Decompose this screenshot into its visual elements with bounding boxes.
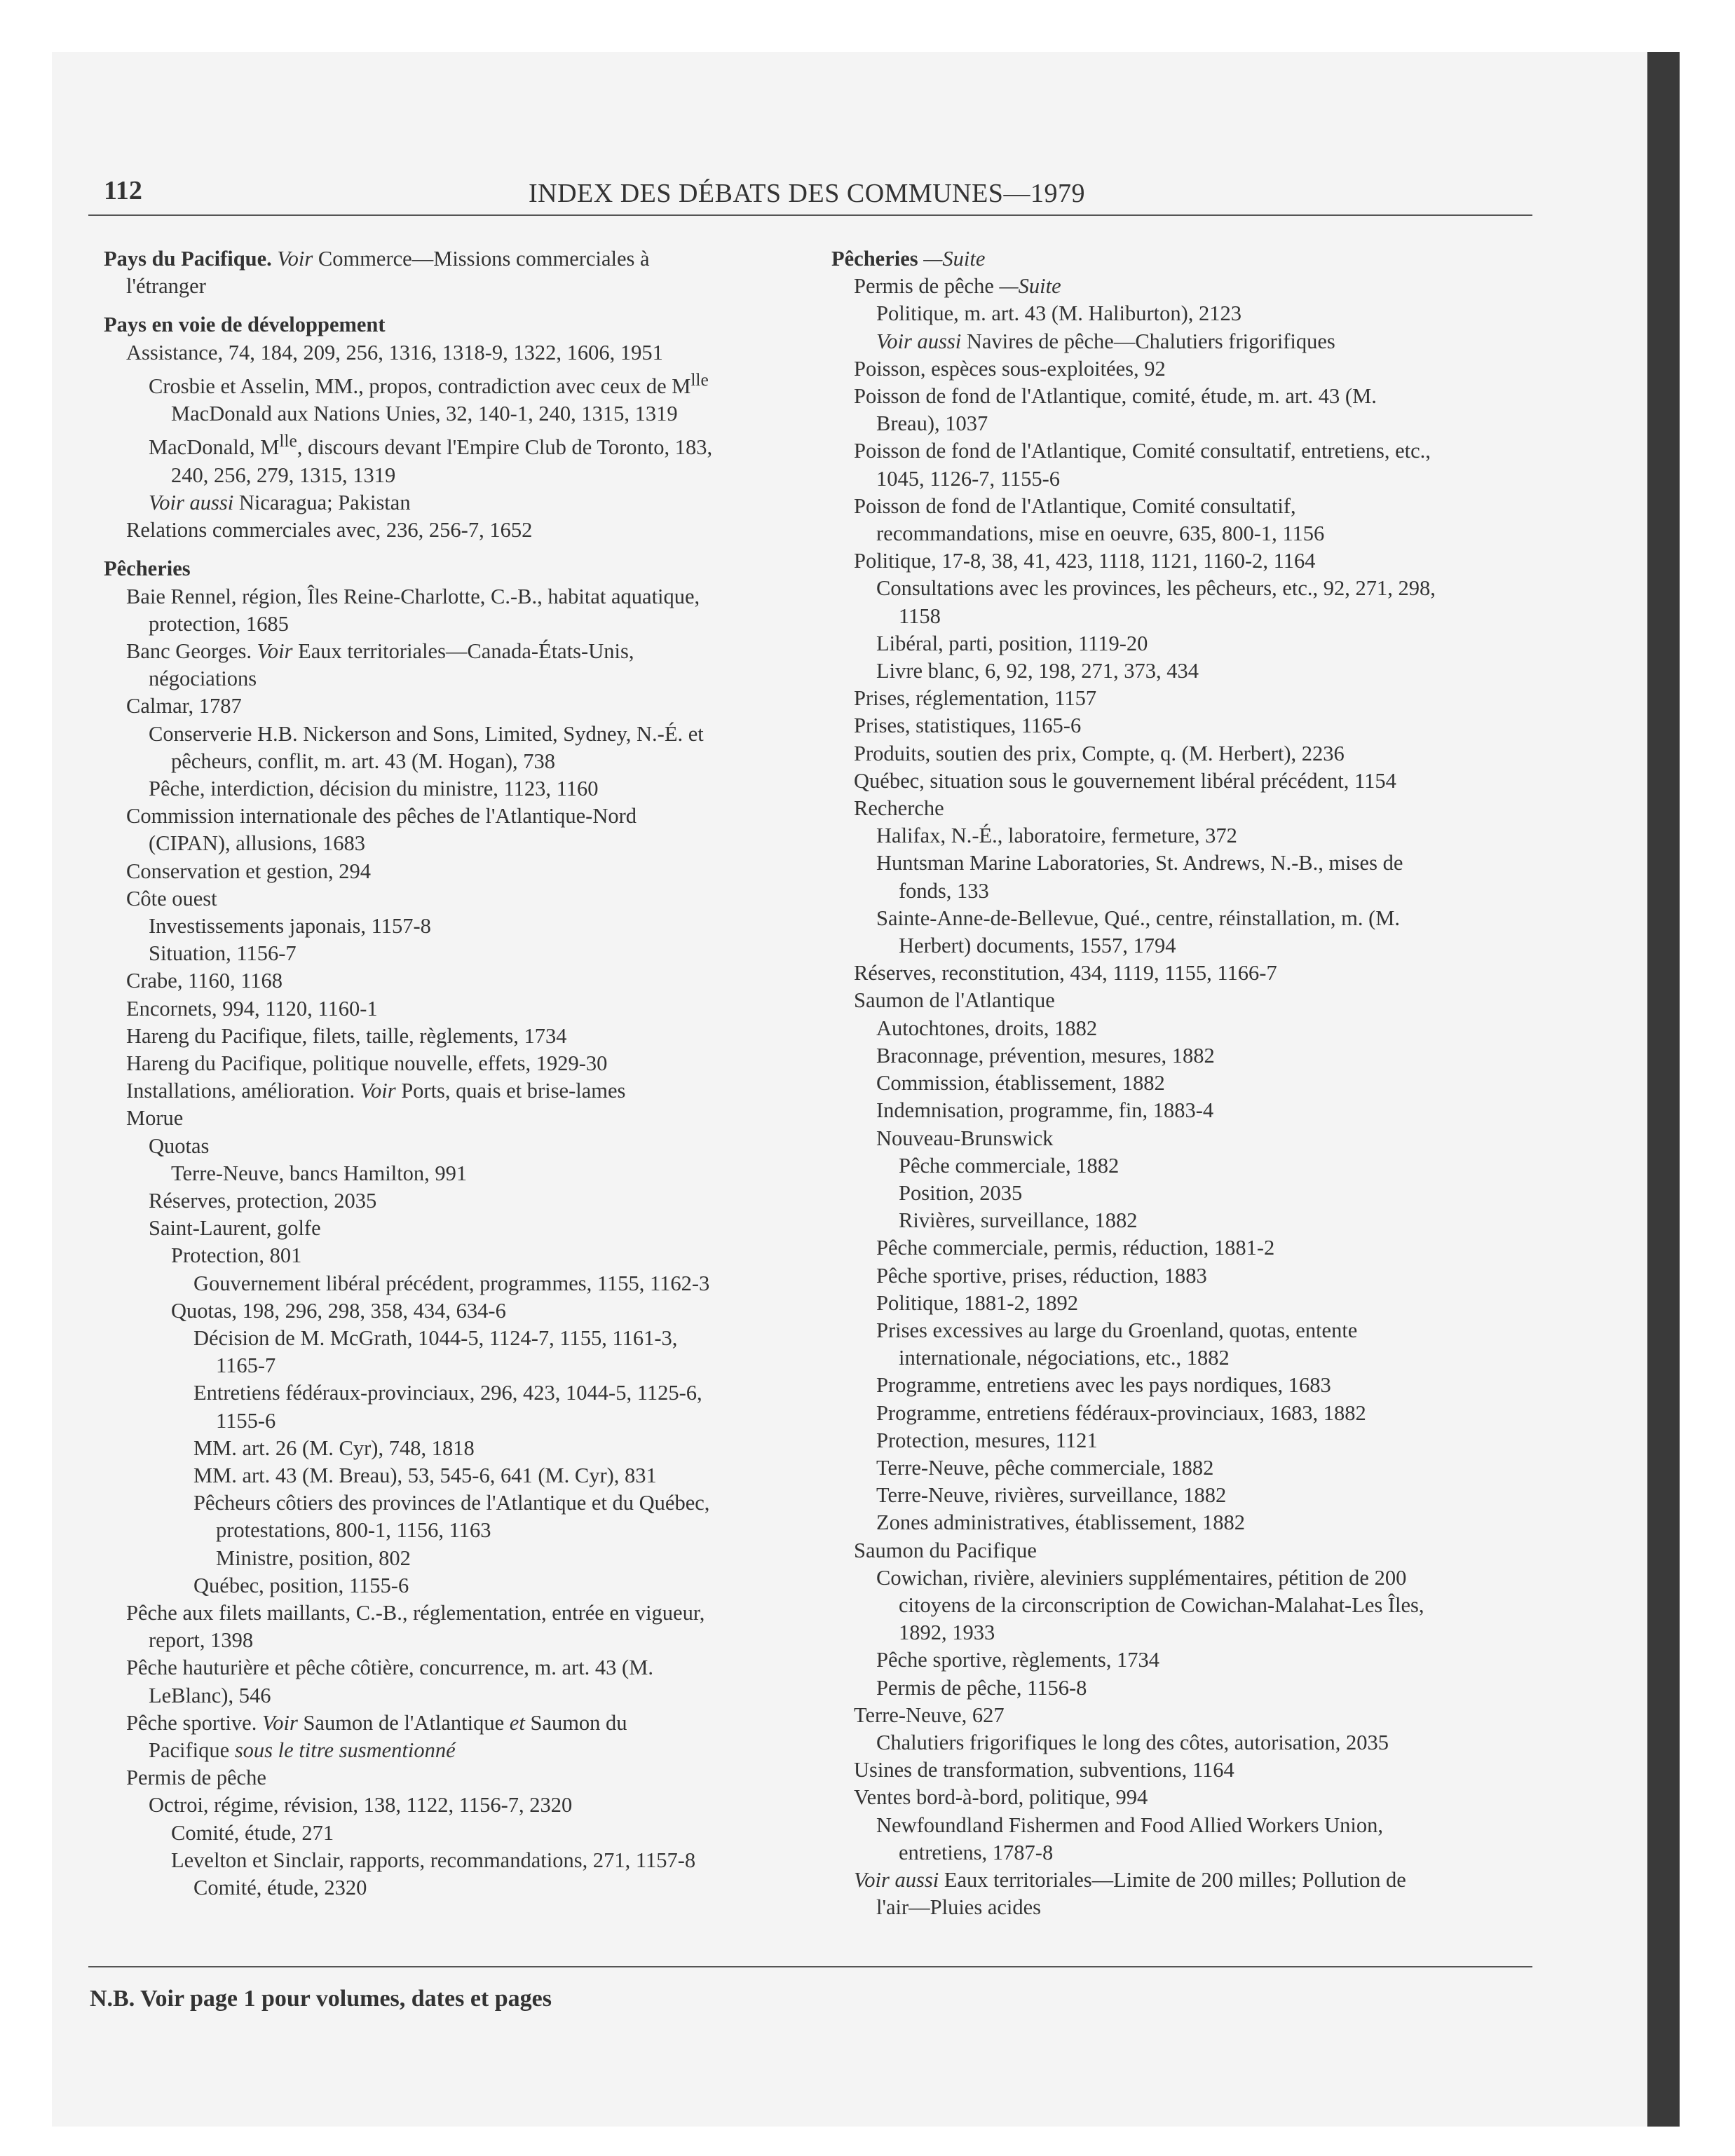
index-entry-continuation: citoyens de la circonscription de Cowichan-Malahat-Les Îles, bbox=[899, 1592, 1424, 1617]
index-entry: Zones administratives, établissement, 1882 bbox=[876, 1510, 1246, 1535]
index-entry: Octroi, régime, révision, 138, 1122, 1156-7, 2320 bbox=[149, 1793, 573, 1817]
index-entry-continuation: report, 1398 bbox=[149, 1628, 254, 1653]
index-entry: Ventes bord-à-bord, politique, 994 bbox=[854, 1785, 1148, 1810]
index-entry: Saumon du Pacifique bbox=[854, 1538, 1037, 1562]
index-entry: Pêche commerciale, 1882 bbox=[899, 1153, 1120, 1178]
index-entry: MM. art. 26 (M. Cyr), 748, 1818 bbox=[193, 1435, 475, 1460]
index-entry: Pêcheries —Suite bbox=[831, 247, 986, 271]
index-entry: Pêcheries bbox=[104, 557, 191, 581]
index-entry: Nouveau-Brunswick bbox=[876, 1126, 1054, 1150]
index-entry: Crosbie et Asselin, MM., propos, contradiction avec ceux de $M^{lle}$ bbox=[149, 369, 709, 398]
index-entry: Saint-Laurent, golfe bbox=[149, 1216, 321, 1241]
index-entry-continuation: 1158 bbox=[899, 603, 941, 628]
index-entry: Terre-Neuve, bancs Hamilton, 991 bbox=[171, 1161, 468, 1185]
index-entry: Autochtones, droits, 1882 bbox=[876, 1016, 1098, 1040]
index-entry: Commission, établissement, 1882 bbox=[876, 1071, 1165, 1096]
index-entry: Livre blanc, 6, 92, 198, 271, 373, 434 bbox=[876, 659, 1199, 683]
index-entry: Libéral, parti, position, 1119-20 bbox=[876, 631, 1148, 655]
index-entry-continuation: internationale, négociations, etc., 1882 bbox=[899, 1346, 1230, 1370]
index-entry: Quotas bbox=[149, 1133, 210, 1158]
index-entry: Québec, position, 1155-6 bbox=[193, 1573, 409, 1597]
index-entry: Indemnisation, programme, fin, 1883-4 bbox=[876, 1098, 1214, 1123]
index-entry-continuation: 1045, 1126-7, 1155-6 bbox=[876, 466, 1061, 491]
index-entry: Rivières, surveillance, 1882 bbox=[899, 1208, 1138, 1233]
index-entry: Terre-Neuve, 627 bbox=[854, 1703, 1005, 1727]
index-entry: Conservation et gestion, 294 bbox=[126, 859, 372, 883]
index-entry: Réserves, protection, 2035 bbox=[149, 1189, 377, 1213]
index-entry: Réserves, reconstitution, 434, 1119, 1155, 1166-7 bbox=[854, 961, 1277, 985]
index-entry: Permis de pêche, 1156-8 bbox=[876, 1675, 1087, 1700]
index-entry: Saumon de l'Atlantique bbox=[854, 988, 1055, 1013]
index-entry: Chalutiers frigorifiques le long des côtes, autorisation, 2035 bbox=[876, 1730, 1389, 1754]
index-entry: Pêche sportive. Voir Saumon de l'Atlantique et Saumon du bbox=[126, 1710, 627, 1735]
index-entry-continuation: l'air—Pluies acides bbox=[876, 1895, 1042, 1920]
index-entry: Terre-Neuve, rivières, surveillance, 1882 bbox=[876, 1483, 1227, 1508]
index-entry: Poisson de fond de l'Atlantique, Comité consultatif, entretiens, etc., bbox=[854, 439, 1431, 463]
scan-edge-shadow bbox=[1647, 52, 1680, 2127]
index-entry-continuation: l'étranger bbox=[126, 274, 206, 299]
index-entry: Politique, 17-8, 38, 41, 423, 1118, 1121, 1160-2, 1164 bbox=[854, 549, 1316, 573]
page-number: 112 bbox=[104, 176, 142, 205]
index-entry: Prises, réglementation, 1157 bbox=[854, 686, 1097, 711]
index-entry-continuation: 1165-7 bbox=[216, 1353, 276, 1378]
index-entry: Pêche sportive, règlements, 1734 bbox=[876, 1648, 1160, 1672]
index-entry: Programme, entretiens fédéraux-provinciaux, 1683, 1882 bbox=[876, 1400, 1366, 1425]
index-entry-continuation: protestations, 800-1, 1156, 1163 bbox=[216, 1518, 491, 1543]
index-entry: Consultations avec les provinces, les pêcheurs, etc., 92, 271, 298, bbox=[876, 576, 1436, 601]
index-entry: Entretiens fédéraux-provinciaux, 296, 423, 1044-5, 1125-6, bbox=[193, 1381, 702, 1405]
index-entry: Poisson de fond de l'Atlantique, comité, étude, m. art. 43 (M. bbox=[854, 384, 1377, 409]
index-entry: Poisson, espèces sous-exploitées, 92 bbox=[854, 356, 1166, 381]
index-entry: Prises excessives au large du Groenland, quotas, entente bbox=[876, 1318, 1358, 1342]
index-entry-continuation: entretiens, 1787-8 bbox=[899, 1840, 1054, 1864]
index-entry: MacDonald, $M^{lle}$, discours devant l'Empire Club de Toronto, 183, bbox=[149, 431, 713, 460]
index-entry: Ministre, position, 802 bbox=[216, 1546, 411, 1570]
index-entry: Installations, amélioration. Voir Ports, quais et brise-lames bbox=[126, 1079, 626, 1103]
index-entry-continuation: Pacifique sous le titre susmentionné bbox=[149, 1738, 456, 1763]
index-entry: Assistance, 74, 184, 209, 256, 1316, 1318-9, 1322, 1606, 1951 bbox=[126, 340, 663, 364]
index-entry: Newfoundland Fishermen and Food Allied Workers Union, bbox=[876, 1813, 1383, 1837]
index-entry-continuation: MacDonald aux Nations Unies, 32, 140-1, 240, 1315, 1319 bbox=[171, 402, 678, 426]
index-entry: Calmar, 1787 bbox=[126, 694, 242, 718]
index-entry: Décision de M. McGrath, 1044-5, 1124-7, 1155, 1161-3, bbox=[193, 1326, 678, 1351]
index-entry-continuation: protection, 1685 bbox=[149, 611, 289, 636]
index-entry: Comité, étude, 2320 bbox=[193, 1876, 367, 1900]
header-rule bbox=[88, 214, 1532, 216]
index-entry: Huntsman Marine Laboratories, St. Andrews, N.-B., mises de bbox=[876, 851, 1403, 875]
index-entry: Recherche bbox=[854, 796, 944, 821]
index-entry: Poisson de fond de l'Atlantique, Comité consultatif, bbox=[854, 493, 1296, 518]
index-entry: Position, 2035 bbox=[899, 1180, 1023, 1205]
index-entry: Banc Georges. Voir Eaux territoriales—Canada-États-Unis, bbox=[126, 639, 634, 663]
index-entry: Braconnage, prévention, mesures, 1882 bbox=[876, 1043, 1215, 1067]
index-entry: Pêcheurs côtiers des provinces de l'Atlantique et du Québec, bbox=[193, 1491, 710, 1515]
index-entry: Voir aussi Navires de pêche—Chalutiers frigorifiques bbox=[876, 329, 1335, 353]
index-entry-continuation: Breau), 1037 bbox=[876, 411, 988, 436]
index-entry: Morue bbox=[126, 1106, 184, 1131]
index-entry: Baie Rennel, région, Îles Reine-Charlotte, C.-B., habitat aquatique, bbox=[126, 584, 700, 608]
index-entry-continuation: 1155-6 bbox=[216, 1408, 276, 1433]
index-entry: Relations commerciales avec, 236, 256-7, 1652 bbox=[126, 518, 533, 543]
index-entry: Situation, 1156-7 bbox=[149, 941, 297, 966]
index-entry: Comité, étude, 271 bbox=[171, 1820, 334, 1845]
running-header: INDEX DES DÉBATS DES COMMUNES—1979 bbox=[529, 179, 1085, 208]
index-entry: Pêche aux filets maillants, C.-B., réglementation, entrée en vigueur, bbox=[126, 1601, 705, 1625]
index-entry: Prises, statistiques, 1165-6 bbox=[854, 714, 1082, 738]
index-entry: Pays en voie de développement bbox=[104, 313, 386, 337]
index-column-left bbox=[104, 245, 805, 1902]
index-entry: Investissements japonais, 1157-8 bbox=[149, 913, 431, 938]
index-entry: Pays du Pacifique. Voir Commerce—Missions commerciales à bbox=[104, 247, 650, 271]
index-entry-continuation: fonds, 133 bbox=[899, 878, 989, 903]
index-entry: Terre-Neuve, pêche commerciale, 1882 bbox=[876, 1455, 1214, 1480]
index-entry-continuation: LeBlanc), 546 bbox=[149, 1683, 271, 1707]
index-entry: MM. art. 43 (M. Breau), 53, 545-6, 641 (M. Cyr), 831 bbox=[193, 1464, 657, 1488]
footer-note: N.B. Voir page 1 pour volumes, dates et pages bbox=[90, 1986, 552, 2012]
index-entry: Quotas, 198, 296, 298, 358, 434, 634-6 bbox=[171, 1298, 506, 1323]
index-entry: Permis de pêche —Suite bbox=[854, 274, 1061, 299]
index-entry: Gouvernement libéral précédent, programmes, 1155, 1162-3 bbox=[193, 1271, 710, 1295]
index-entry-continuation: 1892, 1933 bbox=[899, 1621, 995, 1645]
index-entry: Usines de transformation, subventions, 1164 bbox=[854, 1758, 1234, 1782]
index-entry-continuation: pêcheurs, conflit, m. art. 43 (M. Hogan), 738 bbox=[171, 749, 556, 773]
index-entry: Hareng du Pacifique, filets, taille, règlements, 1734 bbox=[126, 1023, 567, 1048]
footer-rule bbox=[88, 1966, 1532, 1967]
index-entry: Voir aussi Nicaragua; Pakistan bbox=[149, 490, 411, 514]
index-entry: Halifax, N.-É., laboratoire, fermeture, 372 bbox=[876, 824, 1237, 848]
index-entry-continuation: négociations bbox=[149, 667, 257, 691]
index-entry-continuation: 240, 256, 279, 1315, 1319 bbox=[171, 463, 396, 487]
index-entry: Crabe, 1160, 1168 bbox=[126, 969, 283, 993]
index-entry-continuation: recommandations, mise en oeuvre, 635, 800-1, 1156 bbox=[876, 521, 1325, 546]
index-entry: Permis de pêche bbox=[126, 1766, 266, 1790]
index-entry: Pêche sportive, prises, réduction, 1883 bbox=[876, 1263, 1207, 1288]
index-column-right bbox=[831, 245, 1504, 1921]
index-entry: Côte ouest bbox=[126, 886, 217, 910]
index-entry: Cowichan, rivière, aleviniers supplémentaires, pétition de 200 bbox=[876, 1565, 1407, 1590]
index-entry: Voir aussi Eaux territoriales—Limite de 200 milles; Pollution de bbox=[854, 1867, 1406, 1892]
index-entry: Commission internationale des pêches de l'Atlantique-Nord bbox=[126, 804, 637, 828]
index-entry: Pêche hauturière et pêche côtière, concurrence, m. art. 43 (M. bbox=[126, 1656, 653, 1680]
index-entry: Protection, 801 bbox=[171, 1243, 302, 1268]
index-entry: Québec, situation sous le gouvernement libéral précédent, 1154 bbox=[854, 768, 1396, 793]
index-entry: Encornets, 994, 1120, 1160-1 bbox=[126, 996, 378, 1021]
index-entry: Conserverie H.B. Nickerson and Sons, Limited, Sydney, N.-É. et bbox=[149, 721, 704, 746]
index-entry-continuation: (CIPAN), allusions, 1683 bbox=[149, 831, 365, 856]
index-entry: Produits, soutien des prix, Compte, q. (M. Herbert), 2236 bbox=[854, 741, 1345, 765]
index-entry: Programme, entretiens avec les pays nordiques, 1683 bbox=[876, 1373, 1331, 1398]
index-entry: Protection, mesures, 1121 bbox=[876, 1428, 1098, 1452]
index-entry: Hareng du Pacifique, politique nouvelle, effets, 1929-30 bbox=[126, 1051, 608, 1075]
index-entry-continuation: Herbert) documents, 1557, 1794 bbox=[899, 934, 1176, 958]
index-entry: Politique, 1881-2, 1892 bbox=[876, 1290, 1079, 1315]
index-entry: Levelton et Sinclair, rapports, recommandations, 271, 1157-8 bbox=[171, 1848, 696, 1872]
index-entry: Pêche commerciale, permis, réduction, 1881-2 bbox=[876, 1236, 1275, 1260]
index-entry: Pêche, interdiction, décision du ministre, 1123, 1160 bbox=[149, 776, 599, 800]
index-entry: Sainte-Anne-de-Bellevue, Qué., centre, réinstallation, m. (M. bbox=[876, 906, 1400, 930]
index-entry: Politique, m. art. 43 (M. Haliburton), 2123 bbox=[876, 301, 1241, 326]
